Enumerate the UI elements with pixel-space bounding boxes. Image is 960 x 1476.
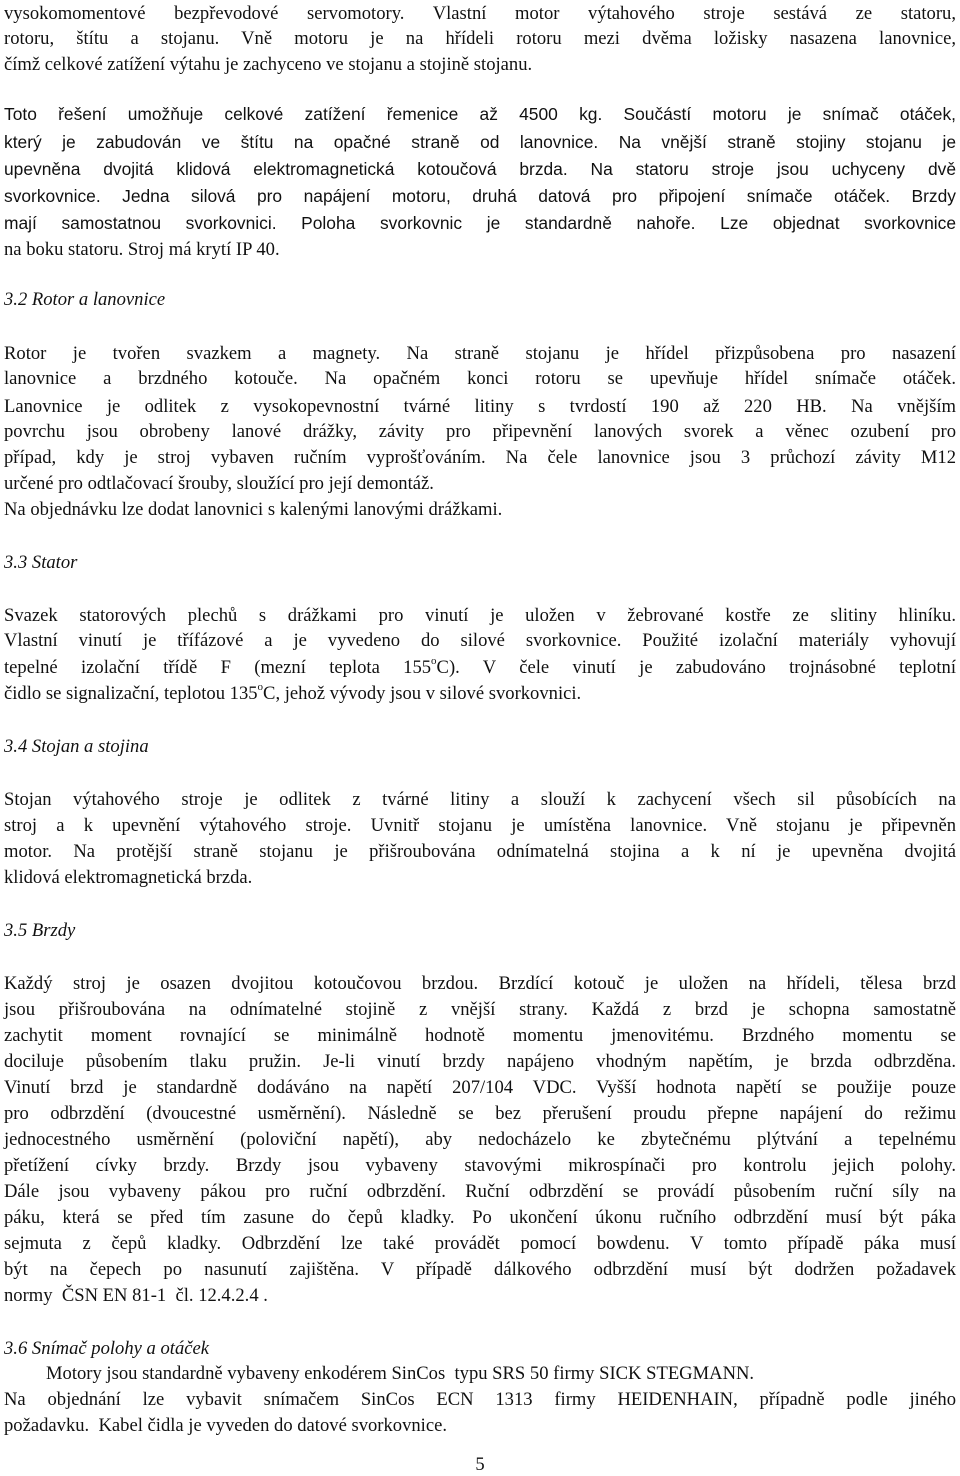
- text-line: Vlastní vinutí je třífázové a je vyvedeno do silové svorkovnice. Použité izolační materiály vyhovují: [4, 630, 956, 651]
- text-line: jsou přišroubována na odnímatelné stojině z vnější strany. Každá z brzd je schopna samostatně: [4, 999, 956, 1020]
- text-line: Rotor je tvořen svazkem a magnety. Na straně stojanu je hřídel přizpůsobena pro nasazení: [4, 343, 956, 364]
- text-segment: C, jehož vývody jsou v silové svorkovnici.: [263, 683, 582, 704]
- text-line: být na čepech po nasunutí zajištěna. V případě dálkového odbrzdění musí být dodržen požadavek: [4, 1259, 956, 1280]
- text-line: Motory jsou standardně vybaveny enkodérem SinCos typu SRS 50 firmy SICK STEGMANN.: [46, 1363, 755, 1384]
- page-number: 5: [475, 1454, 485, 1475]
- section-heading-stator: 3.3 Stator: [4, 552, 78, 573]
- text-line: dociluje působením tlaku pružin. Je-li vinutí brzdy napájeno vhodným napětím, je brzda odbrzděna.: [4, 1051, 956, 1072]
- section-heading-stand: 3.4 Stojan a stojina: [4, 736, 149, 757]
- text-line: Toto řešení umožňuje celkové zatížení řemenice až 4500 kg. Součástí motoru je snímač otáček,: [4, 104, 956, 124]
- text-line: svorkovnice. Jedna silová pro napájení motoru, druhá datová pro připojení snímače otáček. Brzdy: [4, 186, 956, 206]
- text-segment: tepelné izolační třídě F (mezní teplota 155: [4, 657, 432, 678]
- text-line: jednocestného usměrnění (poloviční napětí), aby nedocházelo ke zbytečnému plýtvání a tepelnému: [4, 1129, 956, 1150]
- text-line: mají samostatnou svorkovnici. Poloha svorkovnic je standardně nahoře. Lze objednat svorkovnice: [4, 213, 956, 233]
- text-line-with-superscript: [4, 656, 956, 680]
- text-line: přetížení cívky brzdy. Brzdy jsou vybaveny stavovými mikrospínači pro kontrolu jejich polohy.: [4, 1155, 956, 1176]
- text-line: páku, která se před tím zasune do čepů kladky. Po ukončení úkonu ručního odbrzdění musí být páka: [4, 1207, 956, 1228]
- text-line: Vinutí brzd je standardně dodáváno na napětí 207/104 VDC. Vyšší hodnota napětí se použije pouze: [4, 1077, 956, 1098]
- text-line: Na objednání lze vybavit snímačem SinCos ECN 1313 firmy HEIDENHAIN, případně podle jiného: [4, 1389, 956, 1410]
- text-line: normy ČSN EN 81-1 čl. 12.4.2.4 .: [4, 1285, 268, 1306]
- text-line: Každý stroj je osazen dvojitou kotoučovou brzdou. Brzdící kotouč je uložen na hřídeli, tělesa brzd: [4, 973, 956, 994]
- degree-superscript: o: [431, 654, 437, 667]
- text-line: Lanovnice je odlitek z vysokopevnostní tvárné litiny s tvrdostí 190 až 220 HB. Na vnějším: [4, 396, 956, 417]
- text-line: určené pro odtlačovací šrouby, sloužící pro její demontáž.: [4, 473, 434, 494]
- text-line: rotoru, štítu a stojanu. Vně motoru je na hřídeli rotoru mezi dvěma ložisky nasazena lanovnice,: [4, 28, 956, 49]
- text-segment: čidlo se signalizační, teplotou 135: [4, 683, 258, 704]
- section-heading-brakes: 3.5 Brzdy: [4, 920, 76, 941]
- text-line: sejmuta z čepů kladky. Odbrzdění lze také provádět pomocí bowdenu. V tomto případě páka musí: [4, 1233, 956, 1254]
- text-line: motor. Na protější straně stojanu je přišroubována odnímatelná stojina a k ní je upevněna dvojitá: [4, 841, 956, 862]
- text-line: zachytit moment rovnající se minimálně hodnotě momentu jmenovitému. Brzdného momentu se: [4, 1025, 956, 1046]
- text-line: pro odbrzdění (dvoucestné usměrnění). Následně se bez přerušení proudu přepne napájení do režimu: [4, 1103, 956, 1124]
- text-line: případ, kdy je stroj vybaven ručním vyprošťováním. Na čele lanovnice jsou 3 průchozí závity M12: [4, 447, 956, 468]
- text-line: lanovnice a brzdného kotouče. Na opačném konci rotoru se upevňuje hřídel snímače otáček.: [4, 368, 956, 389]
- text-line: požadavku. Kabel čidla je vyveden do datové svorkovnice.: [4, 1415, 447, 1436]
- text-line: upevněna dvojitá klidová elektromagnetická kotoučová brzda. Na statoru stroje jsou uchyceny dvě: [4, 159, 956, 179]
- section-heading-sensor: 3.6 Snímač polohy a otáček: [4, 1338, 209, 1359]
- text-line: Svazek statorových plechů s drážkami pro vinutí je uložen v žebrované kostře ze slitiny hliníku.: [4, 605, 956, 626]
- text-line: klidová elektromagnetická brzda.: [4, 867, 253, 888]
- text-line: Dále jsou vybaveny pákou pro ruční odbrzdění. Ruční odbrzdění se provádí působením ruční síly na: [4, 1181, 956, 1202]
- text-line: čímž celkové zatížení výtahu je zachyceno ve stojanu a stojině stojanu.: [4, 54, 533, 75]
- text-line: vysokomomentové bezpřevodové servomotory. Vlastní motor výtahového stroje sestává ze statoru,: [4, 3, 956, 24]
- text-line: Na objednávku lze dodat lanovnici s kalenými lanovými drážkami.: [4, 499, 503, 520]
- text-line-with-superscript: [4, 682, 956, 706]
- text-line: stroj a k upevnění výtahového stroje. Uvnitř stojanu je umístěna lanovnice. Vně stojanu je připevněn: [4, 815, 956, 836]
- section-heading-rotor: 3.2 Rotor a lanovnice: [4, 289, 166, 310]
- text-line: povrchu jsou obrobeny lanové drážky, závity pro připevnění lanových svorek a věnec ozubení pro: [4, 421, 956, 442]
- text-line: Stojan výtahového stroje je odlitek z tvárné litiny a slouží k zachycení všech sil působících na: [4, 789, 956, 810]
- text-line: který je zabudován ve štítu na opačné straně od lanovnice. Na vnější straně stojiny stojanu je: [4, 132, 956, 152]
- text-segment: C). V čele vinutí je zabudováno trojnásobné teplotní: [436, 657, 956, 678]
- text-line: na boku statoru. Stroj má krytí IP 40.: [4, 239, 280, 260]
- degree-superscript: o: [257, 680, 264, 693]
